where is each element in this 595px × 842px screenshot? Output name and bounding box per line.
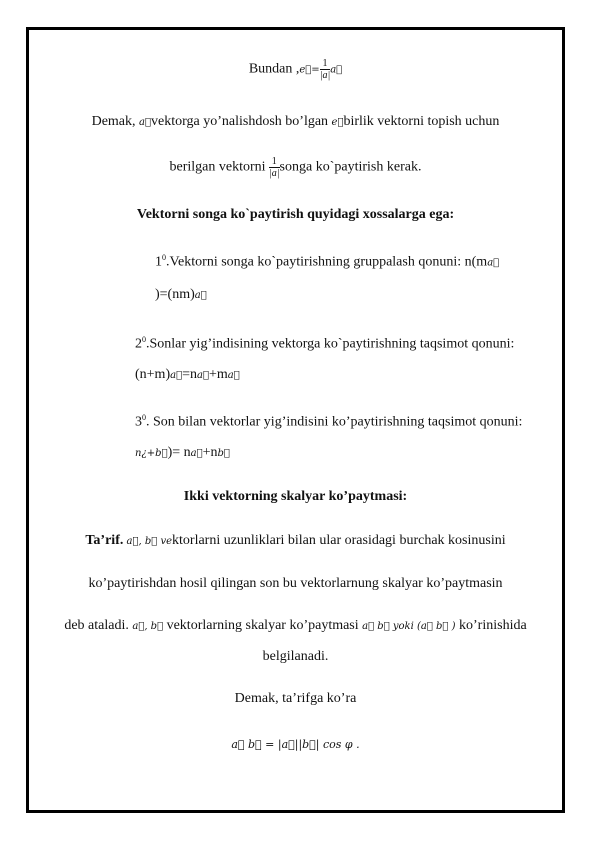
heading-properties: Vektorni songa ko`paytirish quyidagi xossalarga ega: xyxy=(136,207,455,222)
superscript: 0 xyxy=(142,413,146,422)
superscript: 0 xyxy=(162,253,166,262)
math-e: e⃗= xyxy=(299,64,320,76)
formula xyxy=(29,736,562,754)
math-b: b⃗ xyxy=(217,448,230,459)
conclusion-line: Demak, ta’rifga ko’ra xyxy=(234,691,357,706)
math-a: a⃗ xyxy=(170,370,183,381)
fraction xyxy=(320,58,331,81)
text: deb ataladi. xyxy=(64,618,133,633)
definition-line2: ko’paytirishdan hosil qilingan son bu vektorlarnung skalyar ko’paytmasin xyxy=(88,576,503,591)
math-expression: a⃗, b⃗ ve xyxy=(123,536,173,547)
definition-line3 xyxy=(29,617,562,636)
text: +m xyxy=(208,367,228,382)
text: berilgan vektorni xyxy=(169,159,270,175)
fraction xyxy=(269,156,280,179)
frac-num: 1 xyxy=(320,58,331,70)
superscript: 0 xyxy=(142,335,146,344)
text: .Sonlar yig’indisining vektorga ko`paytirishning taqsimot qonuni: xyxy=(146,336,515,352)
math-a: a⃗ xyxy=(330,64,343,76)
number: 1 xyxy=(155,254,162,270)
frac-num: 1 xyxy=(269,156,280,168)
math-a: a⃗ xyxy=(190,448,203,459)
text: Bundan , xyxy=(248,61,300,77)
text: birlik vektorni topish uchun xyxy=(343,114,500,129)
property-2-line1 xyxy=(135,331,514,354)
frac-den: |a| xyxy=(269,168,280,179)
property-2-line2 xyxy=(135,366,240,385)
text: +n xyxy=(202,445,218,460)
heading-scalar-product: Ikki vektorning skalyar ko’paytmasi: xyxy=(183,489,408,504)
definition-line4: belgilanadi. xyxy=(262,649,329,664)
math-a: a⃗ xyxy=(227,370,240,381)
text: )= n xyxy=(167,445,191,460)
math-a: a⃗ xyxy=(194,290,207,301)
definition-label: Ta’rif. xyxy=(85,533,124,548)
number: 3 xyxy=(135,414,142,430)
definition-line1 xyxy=(29,532,562,551)
property-1-line2 xyxy=(155,286,207,305)
text: )=(nm) xyxy=(155,287,195,302)
math-a: a⃗ xyxy=(196,370,209,381)
number: 2 xyxy=(135,336,142,352)
math-a: a⃗ xyxy=(487,257,500,269)
math-a: a⃗ xyxy=(139,117,151,128)
text: songa ko`paytirish kerak. xyxy=(279,159,422,175)
text: . Son bilan vektorlar yig’indisini ko’paytirishning taqsimot qonuni: xyxy=(146,414,523,430)
text: (n+m) xyxy=(135,367,171,382)
math-expression: a⃗, b⃗ xyxy=(132,621,164,632)
property-3-line1 xyxy=(135,409,522,432)
line-berilgan xyxy=(29,156,562,179)
text: vektorlarning skalyar ko’paytmasi xyxy=(163,618,363,633)
math-e: e⃗ xyxy=(331,117,344,128)
line-bundan xyxy=(29,58,562,81)
math-expression: n¿+b⃗ xyxy=(135,448,168,459)
frac-den: |a| xyxy=(319,70,331,81)
text: Demak, xyxy=(91,114,140,129)
property-3-line2 xyxy=(135,444,230,463)
text: =n xyxy=(182,367,197,382)
scalar-product-formula: a⃗ b⃗ = |a⃗||b⃗| cos φ . xyxy=(231,738,360,751)
text: ko’rinishida xyxy=(455,618,527,633)
math-expression: a⃗ b⃗ yoki (a⃗ b⃗ ) xyxy=(362,621,456,632)
text: vektorga yo’nalishdosh bo’lgan xyxy=(151,114,332,129)
text: ktorlarni uzunliklari bilan ular orasidagi burchak kosinusini xyxy=(172,533,506,548)
line-demak xyxy=(29,113,562,132)
property-1-line1 xyxy=(155,249,499,273)
text: .Vektorni songa ko`paytirishning gruppalash qonuni: n(m xyxy=(166,254,488,270)
